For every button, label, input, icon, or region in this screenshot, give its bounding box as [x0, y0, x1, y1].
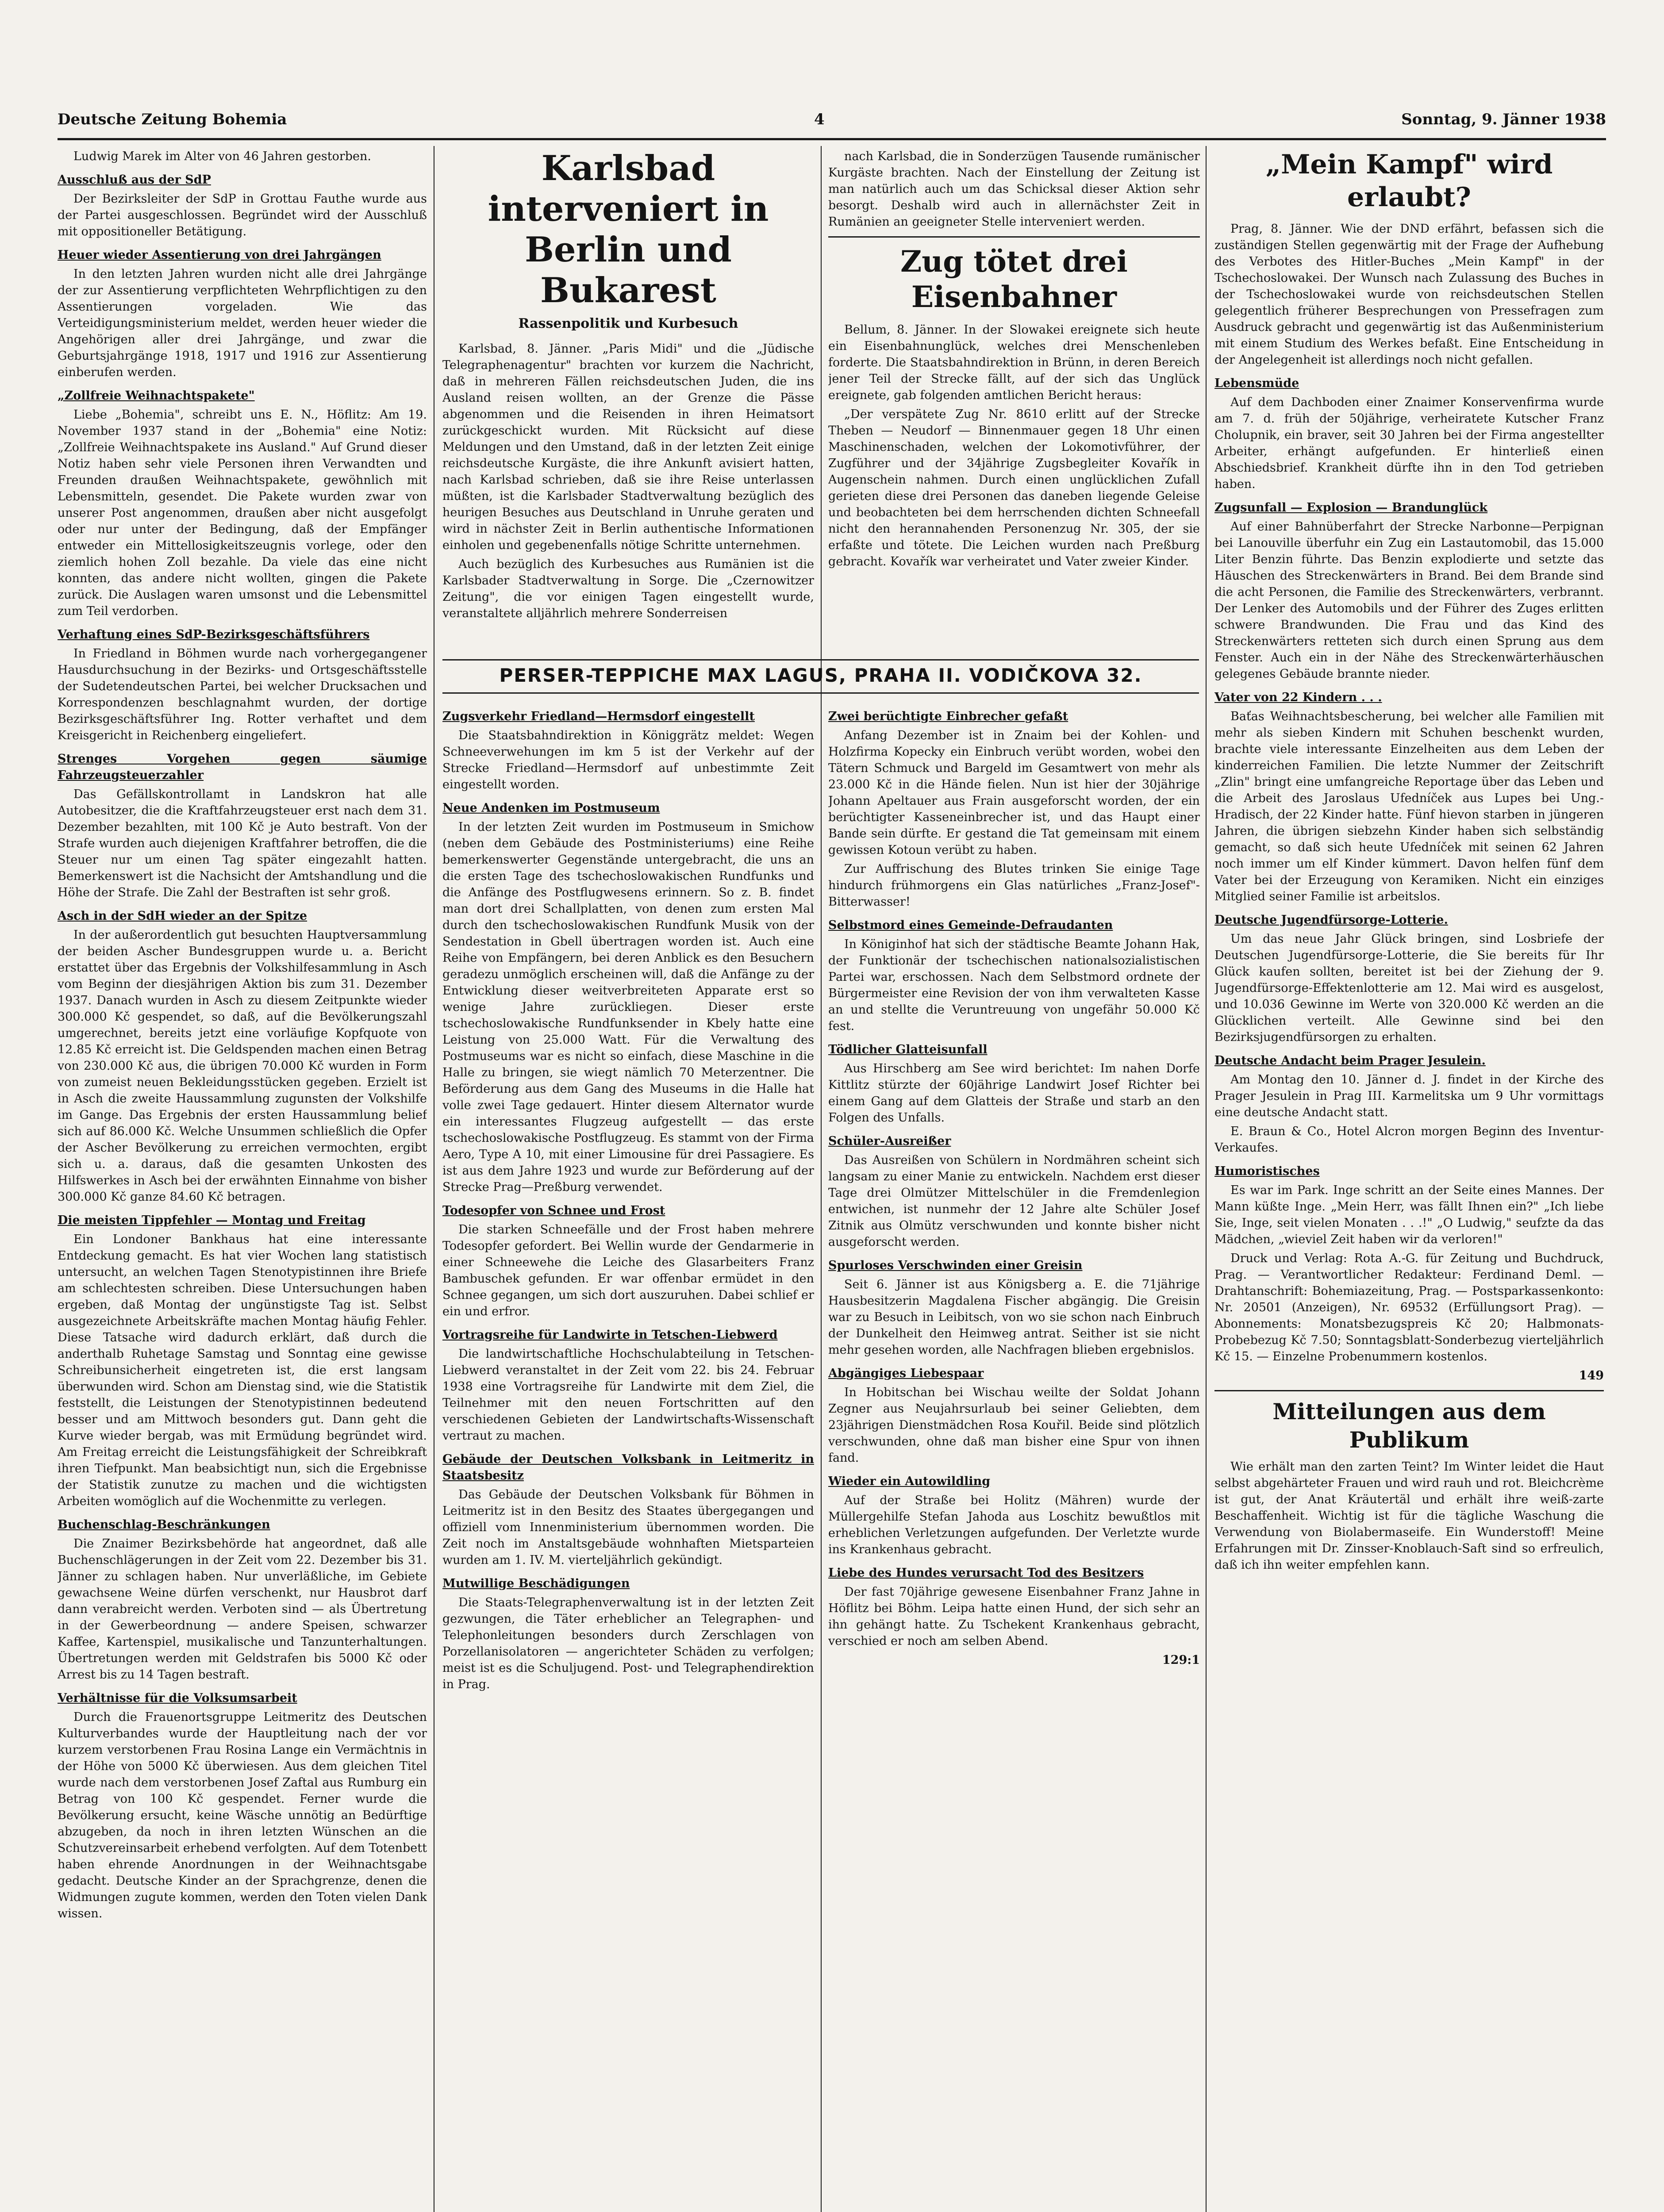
article-heading: Tödlicher Glatteisunfall	[828, 1043, 988, 1056]
article-text: Zur Auffrischung des Blutes trinken Sie einige Tage hindurch frühmorgens ein Glas natürliches „Franz-Josef"-Bitterwasser!	[828, 862, 1200, 909]
issue-date: Sonntag, 9. Jänner 1938	[1401, 111, 1606, 128]
mitteilungen-heading: Mitteilungen aus dem Publikum	[1272, 1398, 1546, 1453]
article-heading: Zugsunfall — Explosion — Brandunglück	[1214, 501, 1488, 515]
article-heading: Buchenschlag-Beschränkungen	[58, 1518, 270, 1532]
article-text: Das Gefällskontrollamt in Landskron hat alle Autobesitzer, die die Kraftfahrzeugsteuer erst nach dem 31. Dezember bezahlten, mit 100 Kč je Auto bestraft. Von der Strafe wurden auch diejenigen Kraftfahrer betroffen, die die Steuer nur um einen Tag später eingezahlt hatten. Bemerkenswert ist die Nachsicht der Amtshandlung und die Höhe der Strafe. Die Zahl der Bestraften ist sehr groß.	[58, 787, 427, 899]
banner-rule	[442, 692, 1199, 694]
article-heading: Humoristisches	[1214, 1164, 1320, 1178]
ad-number: 129:1	[1162, 1653, 1200, 1667]
article-paragraph: Prag, 8. Jänner. Wie der DND erfährt, befassen sich die zuständigen Stellen gegenwärtig mit der Frage der Aufhebung des Verbotes des Hitler-Buches „Mein Kampf" in der Tschechoslowakei. Der Wunsch nach Zulassung des Buches in der Tschechoslowakei wurde von reichsdeutschen Stellen gelegentlich früherer Besprechungen von Pressefragen zum Ausdruck gebracht und gegenwärtig ist das Außenministerium mit einem Studium des Werkes befaßt. Eine Entscheidung in der Angelegenheit ist allerdings noch nicht gefallen.	[1214, 222, 1604, 367]
article-text: In der außerordentlich gut besuchten Hauptversammlung der beiden Ascher Bundesgruppen wurde u. a. Bericht erstattet über das Ergebnis der Volkshilfesammlung in Asch vom Beginn der diesjährigen Aktion bis zum 31. Dezember 1937. Danach wurden in Asch zu diesem Zeitpunkte wieder 300.000 Kč gespendet, so daß, auf die Bevölkerungszahl umgerechnet, bereits jetzt eine vorläufige Kopfquote von 12.85 Kč erreicht ist. Die Geldspenden machen einen Betrag von 230.000 Kč aus, die übrigen 70.000 Kč wurden in Form von zumeist neuen Bekleidungsstücken gegeben. Erzielt ist in Asch die zweite Haussammlung zugunsten der Volkshilfe im Gange. Das Ergebnis der ersten Haussammlung belief sich auf 86.000 Kč. Welche Unsummen schließlich die Opfer der Ascher Bevölkerung zu erreichen vermochten, ergibt sich u. a. daraus, daß die gesamten Unkosten des Hilfswerkes in Asch bei der erwähnten Einnahme von bisher 300.000 Kč ganze 84.60 Kč betragen.	[58, 928, 427, 1204]
article-heading: Gebäude der Deutschen Volksbank in Leitmeritz in Staatsbesitz	[442, 1452, 814, 1482]
article-heading: „Zollfreie Weihnachtspakete"	[58, 389, 255, 403]
article-heading: Spurloses Verschwinden einer Greisin	[828, 1259, 1083, 1272]
article-text: Das Ausreißen von Schülern in Nordmähren scheint sich langsam zu einer Manie zu entwickeln. Nachdem erst dieser Tage drei Olmützer Mittelschüler in die Fremdenlegion entwichen, ist nunmehr der 12 Jahre alte Schüler Josef Zitnik aus Olmütz verschwunden und konnte bisher nicht ausgeforscht werden.	[828, 1153, 1200, 1249]
article-heading: Ausschluß aus der SdP	[58, 173, 211, 187]
article-paragraph: „Der verspätete Zug Nr. 8610 erlitt auf der Strecke Theben — Neudorf — Binnenmauer gegen 18 Uhr einen Maschinenschaden, welchen der Lokomotivführer, der Zugführer und der 34jährige Zugsbegleiter Kovařík in Augenschein nahmen. Durch einen unglücklichen Zufall gerieten diese drei Personen das daneben liegende Geleise und beobachteten bei dem herrschenden dichten Schneefall nicht den herannahenden Personenzug Nr. 305, der sie erfaßte und tötete. Die Leichen wurden nach Preßburg gebracht. Kovařík war verheiratet und Vater zweier Kinder.	[828, 407, 1200, 568]
article-text: In Hobitschan bei Wischau weilte der Soldat Johann Zegner aus Neujahrsurlaub bei seiner Geliebten, dem 23jährigen Dienstmädchen Rosa Kouřil. Beide sind plötzlich verschwunden, ohne daß man bisher eine Spur von ihnen fand.	[828, 1386, 1200, 1465]
article-text: Die Staats-Telegraphenverwaltung ist in der letzten Zeit gezwungen, die Täter erheblicher an Telegraphen- und Telephonleitungen besonders durch Zerschlagen von Porzellanisolatoren — angerichteter Schäden zu verfolgen; meist ist es die Schuljugend. Post- und Telegraphendirektion in Prag.	[442, 1596, 814, 1691]
article-text: Durch die Frauenortsgruppe Leitmeritz des Deutschen Kulturverbandes wurde der Hauptleitung nach der vor kurzem verstorbenen Frau Rosina Lange ein Vermächtnis in der Höhe von 5000 Kč überwiesen. Aus dem gleichen Titel wurde nach dem verstorbenen Josef Zaftal aus Rumburg ein Betrag von 100 Kč gespendet. Ferner wurde die Bevölkerung ersucht, keine Wäsche unnötig an Bedürftige abzugeben, da noch in ihren letzten Wünschen an die Schutzvereinsarbeit erhebend verfolgten. Auf dem Totenbett haben ehrende Anordnungen in der Weihnachtsgabe gedacht. Deutsche Kinder an der Sprachgrenze, denen die Widmungen zugute kommen, werden den Toten vielen Dank wissen.	[58, 1710, 427, 1920]
article-text: Aus Hirschberg am See wird berichtet: Im nahen Dorfe Kittlitz stürzte der 60jährige Landwirt Josef Richter bei einem Gang auf dem Glatteis der Straße und starb an den Folgen des Unfalls.	[828, 1062, 1200, 1125]
article-heading: Liebe des Hundes verursacht Tod des Besitzers	[828, 1566, 1144, 1580]
article-text: Die Staatsbahndirektion in Königgrätz meldet: Wegen Schneeverwehungen im km 5 ist der Verkehr auf der Strecke Friedland—Hermsdorf auf unbestimmte Zeit eingestellt worden.	[442, 729, 814, 791]
section-divider	[1214, 1390, 1604, 1391]
article-paragraph: Bellum, 8. Jänner. In der Slowakei ereignete sich heute ein Eisenbahnunglück, welches drei Menschenleben forderte. Die Staatsbahndirektion in Brünn, in deren Bereich jener Teil der Strecke fällt, auf der sich das Unglück ereignete, gab folgenden amtlichen Bericht heraus:	[828, 323, 1200, 402]
article-text: Anfang Dezember ist in Znaim bei der Kohlen- und Holzfirma Kopecky ein Einbruch verübt worden, wobei den Tätern Schmuck und Bargeld im Gesamtwert von mehr als 23.000 Kč in die Hände fielen. Nun ist hier der 30jährige Johann Apeltauer aus Frain ausgeforscht worden, der ein berüchtigter Kasseneinbrecher ist, und das Haupt einer Bande sein dürfte. Er gestand die Tat gemeinsam mit einem gewissen Kotoun verübt zu haben.	[828, 729, 1200, 857]
article-text: Auf der Straße bei Holitz (Mähren) wurde der Müllergehilfe Stefan Jahoda aus Loschitz bewußtlos mit erheblichen Verletzungen aufgefunden. Der Verletzte wurde ins Krankenhaus gebracht.	[828, 1494, 1200, 1556]
column-4	[1214, 148, 1604, 2212]
article-text: In der letzten Zeit wurden im Postmuseum in Smichow (neben dem Gebäude des Postministeriums) eine Reihe bemerkenswerter Gegenstände untergebracht, die uns an die ersten Tage des tschechoslowakischen Rundfunks und die Anfänge des Postflugwesens erinnern. So z. B. findet man dort drei Schallplatten, von denen zum ersten Mal durch den tschechoslowakischen Rundfunk Musik von der Sendestation in Gbell übertragen worden ist. Auch eine Reihe von Empfängern, bei deren Anblick es den Besuchern geradezu unmöglich erscheinen will, daß die Anfänge zu der Entwicklung dieser weitverbreiteten Apparate erst so wenige Jahre zurückliegen. Dieser erste tschechoslowakische Rundfunksender in Kbely hatte eine Leistung von 25.000 Watt. Für die Verwaltung des Postmuseums war es nicht so einfach, diese Maschine in die Halle zu bringen, sie wiegt nämlich 70 Meterzentner. Die Beförderung aus dem Gang des Museums in die Halle hat volle zwei Tage gedauert. Hinter diesem Alternator wurde ein interessantes Flugzeug aufgestellt — das erste tschechoslowakische Postflugzeug. Es stammt von der Firma Aero, Type A 10, mit einer Limousine für drei Passagiere. Es ist aus dem Jahre 1923 und wurde zur Beförderung auf der Strecke Prag—Preßburg verwendet.	[442, 820, 814, 1194]
zug-article	[828, 148, 1200, 653]
article-text: In den letzten Jahren wurden nicht alle drei Jahrgänge der zur Assentierung verpflichteten Wehrpflichtigen zu den Assentierungen vorgeladen. Wie das Verteidigungsministerium meldet, werden heuer wieder die Angehörigen aller drei Jahrgänge, und zwar die Geburtsjahrgänge 1918, 1917 und 1916 zur Assentierung einberufen werden.	[58, 267, 427, 379]
mein-kampf-headline: „Mein Kampf" wird erlaubt?	[1265, 149, 1553, 213]
ad-number: 149	[1579, 1369, 1604, 1382]
article-text: Ein Londoner Bankhaus hat eine interessante Entdeckung gemacht. Es hat vier Wochen lang statistisch untersucht, an welchen Tagen Stenotypistinnen ihre Briefe am schlechtesten schreiben. Diese Untersuchungen haben ergeben, daß Montag der ungünstigste Tag ist. Selbst ausgezeichnete Arbeitskräfte machen Montag häufig Fehler. Diese Tatsache wird dadurch erklärt, daß durch die anderthalb Ruhetage Samstag und Sonntag eine gewisse Schreibunsicherheit eingetreten ist, die erst langsam überwunden wird. Schon am Dienstag sind, wie die Statistik feststellt, die Leistungen der Stenotypistinnen bedeutend besser und am Mittwoch besonders gut. Dann geht die Kurve wieder bergab, was mit Ermüdung begründet wird. Am Freitag erreicht die Leistungsfähigkeit der Schreibkraft ihren Tiefpunkt. Man beabsichtigt nun, sich die Ergebnisse der Statistik zunutze zu machen und die wichtigsten Arbeiten womöglich auf die Wochenmitte zu verlegen.	[58, 1233, 427, 1508]
article-text: In Friedland in Böhmen wurde nach vorhergegangener Hausdurchsuchung in der Bezirks- und Ortsgeschäftsstelle der Sudetendeutschen Partei, bei welcher Drucksachen und Korrespondenzen beschlagnahmt wurden, der dortige Bezirksgeschäftsführer Ing. Rotter verhaftet und dem Kreisgericht in Reichenberg eingeliefert.	[58, 647, 427, 742]
page-number: 4	[814, 111, 825, 128]
article-divider	[828, 236, 1200, 238]
article-heading: Verhältnisse für die Volksumsarbeit	[58, 1691, 297, 1705]
karlsbad-article	[442, 148, 814, 653]
article-heading: Strenges Vorgehen gegen säumige Fahrzeugsteuerzahler	[58, 752, 427, 782]
article-text: Es war im Park. Inge schritt an der Seite eines Mannes. Der Mann küßte Inge. „Mein Herr, was fällt Ihnen ein?" „Ich liebe Sie, Inge, seit vielen Monaten . . .!" „O Ludwig," seufzte da das Mädchen, „wieviel Zeit haben wir da verloren!"	[1214, 1183, 1604, 1246]
article-text: Der Bezirksleiter der SdP in Grottau Fauthe wurde aus der Partei ausgeschlossen. Begründet wird der Ausschluß mit oppositioneller Betätigung.	[58, 192, 427, 238]
article-paragraph: Auch bezüglich des Kurbesuches aus Rumänien ist die Karlsbader Stadtverwaltung in Sorge. Die „Czernowitzer Zeitung", die vor einigen Tagen eingestellt wurde, veranstaltete alljährlich mehrere Sonderreisen	[442, 557, 814, 620]
article-heading: Schüler-Ausreißer	[828, 1134, 951, 1148]
newspaper-name: Deutsche Zeitung Bohemia	[58, 111, 287, 128]
article-text: Die landwirtschaftliche Hochschulabteilung in Tetschen-Liebwerd veranstaltet in der Zeit vom 22. bis 24. Februar 1938 eine Vortragsreihe für Landwirte mit dem Ziel, die Teilnehmer mit den neuen Fortschritten auf den verschiedenen Gebieten der Landwirtschafts-Wissenschaft vertraut zu machen.	[442, 1347, 814, 1443]
article-heading: Zugsverkehr Friedland—Hermsdorf eingestellt	[442, 710, 755, 723]
article-heading: Abgängiges Liebespaar	[828, 1367, 984, 1380]
article-heading: Heuer wieder Assentierung von drei Jahrgängen	[58, 248, 381, 262]
header-rule	[58, 138, 1606, 140]
article-text: Der fast 70jährige gewesene Eisenbahner Franz Jahne in Höflitz bei Böhm. Leipa hatte einen Hund, der sich sehr an ihn gehängt hatte. Zu Tschekent Krankenhaus gebracht, verschied er noch am selben Abend.	[828, 1585, 1200, 1648]
zug-headline: Zug tötet drei Eisenbahner	[900, 244, 1128, 314]
column-3-lower	[828, 701, 1200, 2212]
karlsbad-subtitle: Rassenpolitik und Kurbesuch	[518, 316, 738, 331]
banner-rule	[442, 659, 1199, 661]
article-text: E. Braun & Co., Hotel Alcron morgen Beginn des Inventur-Verkaufes.	[1214, 1125, 1604, 1155]
article-heading: Asch in der SdH wieder an der Spitze	[58, 909, 307, 923]
article-text: Die Znaimer Bezirksbehörde hat angeordnet, daß alle Buchenschlägerungen in der Zeit vom 22. Dezember bis 31. Jänner zu schlagen haben. Nur unverläßliche, im Gebiete gewachsene Weine dürfen verschenkt, nur Hausbrot darf dann verabreicht werden. Verboten sind — als Übertretung in der Gewerbeordnung — andere Speisen, schwarzer Kaffee, Kartenspiel, musikalische und Tanzunterhaltungen. Übertretungen werden mit Geldstrafen bis 5000 Kč oder Arrest bis zu 14 Tagen bestraft.	[58, 1537, 427, 1682]
column-2-lower	[442, 701, 814, 2212]
article-heading: Selbstmord eines Gemeinde-Defraudanten	[828, 918, 1113, 932]
article-heading: Die meisten Tippfehler — Montag und Freitag	[58, 1214, 366, 1227]
article-heading: Verhaftung eines SdP-Bezirksgeschäftsführers	[58, 628, 370, 641]
article-text: Das Gebäude der Deutschen Volksbank für Böhmen in Leitmeritz ist in den Besitz des Staates übergegangen und offiziell vom Innenministerium übernommen worden. Die Zeit noch im Anstaltsgebäude wohnhaften Mietsparteien wurden am 1. IV. M. vierteljährlich gekündigt.	[442, 1488, 814, 1567]
article-heading: Vater von 22 Kindern . . .	[1214, 691, 1382, 704]
mitteilungen-text: Wie erhält man den zarten Teint? Im Winter leidet die Haut selbst abgehärteter Frauen und wird rauh und rot. Bleichcrème ist gut, der Anat Kräutertäl und erhält ihre weiß-zarte Beschaffenheit. Wichtig ist für die tägliche Waschung die Verwendung von Biolabermaseife. Ein Wunderstoff! Meine Erfahrungen mit Dr. Zinsser-Knoblauch-Saft sind so erfreulich, daß ich ihn weiter empfehlen kann.	[1214, 1460, 1604, 1572]
article-text: Auf einer Bahnüberfahrt der Strecke Narbonne—Perpignan bei Lanouville überfuhr ein Zug ein Lastautomobil, das 15.000 Liter Benzin führte. Das Benzin explodierte und setzte das Häuschen des Streckenwärters in Brand. Bei dem Brande sind die acht Personen, die Familie des Streckenwärters, verbrannt. Der Lenker des Automobils und der Führer des Zuges erlitten schwere Brandwunden. Die Frau und das Kind des Streckenwärters retteten sich durch einen Sprung aus dem Fenster. Auch ein in der Nähe des Streckenwärterhäuschen gelegenes Gebäude brannte nieder.	[1214, 520, 1604, 681]
article-heading: Mutwillige Beschädigungen	[442, 1577, 630, 1590]
karlsbad-continued: nach Karlsbad, die in Sonderzügen Tausende rumänischer Kurgäste brachten. Nach der Einstellung der Zeitung ist man natürlich auch um das Schicksal dieser Aktion sehr besorgt. Deshalb wird auch in allernächster Zeit in Rumänien an geeigneter Stelle interveniert werden.	[828, 150, 1200, 229]
article-heading: Vortragsreihe für Landwirte in Tetschen-Liebwerd	[442, 1328, 778, 1342]
article-text: Druck und Verlag: Rota A.-G. für Zeitung und Buchdruck, Prag. — Verantwortlicher Redakteur: Ferdinand Deml. — Drahtanschrift: Bohemiazeitung, Prag. — Postsparkassenkonto: Nr. 20501 (Anzeigen), Nr. 69532 (Erfüllungsort Prag). — Abonnements: Monatsbezugspreis Kč 20; Halbmonats-Probebezug Kč 7.50; Sonntagsblatt-Sonderbezug vierteljährlich Kč 15. — Einzelne Probenummern kostenlos.	[1214, 1252, 1604, 1363]
page-header	[58, 111, 1606, 137]
article-text: Um das neue Jahr Glück bringen, sind Losbriefe der Deutschen Jugendfürsorge-Lotterie, die Sie bereits für Ihr Glück kaufen sollten, bereitet ist bei der Ziehung der 9. Jugendfürsorge-Effektenlotterie am 12. Mai wird es ausgelost, und 10.036 Gewinne im Werte von 320.000 Kč werden an die Glücklichen verteilt. Alle Gewinne sind bei den Bezirksjugendfürsorgen zu erhalten.	[1214, 932, 1604, 1044]
article-text: Die starken Schneefälle und der Frost haben mehrere Todesopfer gefordert. Bei Wellin wurde der Gendarmerie in einer Schneewehe die Leiche des Glasarbeiters Franz Bambuschek gefunden. Er war offenbar ermüdet in den Schnee gegangen, um sich dort auszuruhen. Dabei schlief er ein und erfror.	[442, 1223, 814, 1318]
article-text: Seit 6. Jänner ist aus Königsberg a. E. die 71jährige Hausbesitzerin Magdalena Fischer abgängig. Die Greisin war zu Besuch in Leibitsch, von wo sie schon nach Einbruch der Dunkelheit den Heimweg antrat. Seither ist sie nicht mehr gesehen worden, alle Nachfragen blieben ergebnislos.	[828, 1278, 1200, 1357]
article-heading: Deutsche Andacht beim Prager Jesulein.	[1214, 1054, 1486, 1068]
article-heading: Wieder ein Autowildling	[828, 1475, 991, 1488]
article-heading: Todesopfer von Schnee und Frost	[442, 1204, 665, 1217]
article-text: Baťas Weihnachtsbescherung, bei welcher alle Familien mit mehr als sieben Kindern mit Schuhen beschenkt wurden, brachte viele interessante Einzelheiten aus dem Leben der kinderreichen Familien. Die letzte Nummer der Zeitschrift „Zlin" bringt eine umfangreiche Reportage über das Leben und die Arbeit des Jaroslaus Ufedníček aus Lupes bei Ung.-Hradisch, der 22 Kinder hatte. Fünf hievon starben in jüngeren Jahren, die übrigen siebzehn Kinder haben sich selbständig gemacht, so daß sich heute Ufedníček mit seinen 62 Jahren noch immer um elf Kinder kümmert. Davon helfen fünf dem Vater bei der Erzeugung von Keramiken. Nicht ein einziges Mitglied seiner Familie ist arbeitslos.	[1214, 710, 1604, 903]
article-heading: Lebensmüde	[1214, 376, 1299, 390]
karlsbad-headline: Karlsbad interveniert in Berlin und Bukarest	[488, 148, 769, 311]
column-1	[58, 148, 427, 2212]
article-text: Am Montag den 10. Jänner d. J. findet in der Kirche des Prager Jesulein in Prag III. Karmelitska um 9 Uhr vormittags eine deutsche Andacht statt.	[1214, 1073, 1604, 1119]
article-paragraph: Karlsbad, 8. Jänner. „Paris Midi" und die „Jüdische Telegraphenagentur" brachten vor kurzem die Nachricht, daß in mehreren Fällen reichsdeutschen Juden, die ins Ausland reisen wollten, an der Grenze die Pässe abgenommen und die Reisenden in ihren Heimatsort zurückgeschickt wurden. Mit Rücksicht auf diese Meldungen und den Umstand, daß in der letzten Zeit einige reichsdeutsche Kurgäste, die ihre Ankunft avisiert hatten, nach Karlsbad schrieben, daß sie ihre Reise unterlassen müßten, ist die Karlsbader Stadtverwaltung bezüglich des heurigen Besuches aus Deutschland in Unruhe geraten und wird in nächster Zeit in Berlin authentische Informationen einholen und gegebenenfalls nötige Schritte unternehmen.	[442, 342, 814, 552]
article-text: Ludwig Marek im Alter von 46 Jahren gestorben.	[73, 150, 372, 163]
article-text: In Königinhof hat sich der städtische Beamte Johann Hak, der Funktionär der tschechischen nationalsozialistischen Partei war, erschossen. Nach dem Selbstmord ordnete der Bürgermeister eine Revision der von ihm verwalteten Kasse an und stellte die Veruntreuung von ungefähr 50.000 Kč fest.	[828, 937, 1200, 1033]
article-heading: Deutsche Jugendfürsorge-Lotterie.	[1214, 913, 1448, 927]
advertisement-banner: PERSER-TEPPICHE MAX LAGUS, PRAHA II. VODIČKOVA 32.	[499, 664, 1142, 686]
article-text: Auf dem Dachboden einer Znaimer Konservenfirma wurde am 7. d. früh der 50jährige, verheiratete Kutscher Franz Cholupnik, ein braver, seit 30 Jahren bei der Firma angestellter Arbeiter, erhängt aufgefunden. Er hinterließ einen Abschiedsbrief. Krankheit dürfte ihn in den Tod getrieben haben.	[1214, 396, 1604, 491]
article-heading: Neue Andenken im Postmuseum	[442, 801, 660, 815]
column-rule	[821, 146, 822, 2212]
article-heading: Zwei berüchtigte Einbrecher gefaßt	[828, 710, 1068, 723]
article-text: Liebe „Bohemia", schreibt uns E. N., Höflitz: Am 19. November 1937 stand in der „Bohemia" eine Notiz: „Zollfreie Weihnachtspakete ins Ausland." Auf Grund dieser Notiz haben sehr viele Personen ihren Verwandten und Freunden draußen Weihnachtspakete, gewöhnlich mit Lebensmitteln, gesendet. Die Pakete wurden zwar von unserer Post angenommen, draußen aber nicht ausgefolgt oder nur unter der Bedingung, daß der Empfänger entweder ein Mittellosigkeitszeugnis vorlege, oder den ziemlich hohen Zoll bezahle. Da viele das eine nicht konnten, das andere nicht wollten, gingen die Pakete zurück. Die Auslagen waren umsonst und die Lebensmittel zum Teil verdorben.	[58, 408, 427, 618]
column-rule	[1206, 146, 1207, 2212]
